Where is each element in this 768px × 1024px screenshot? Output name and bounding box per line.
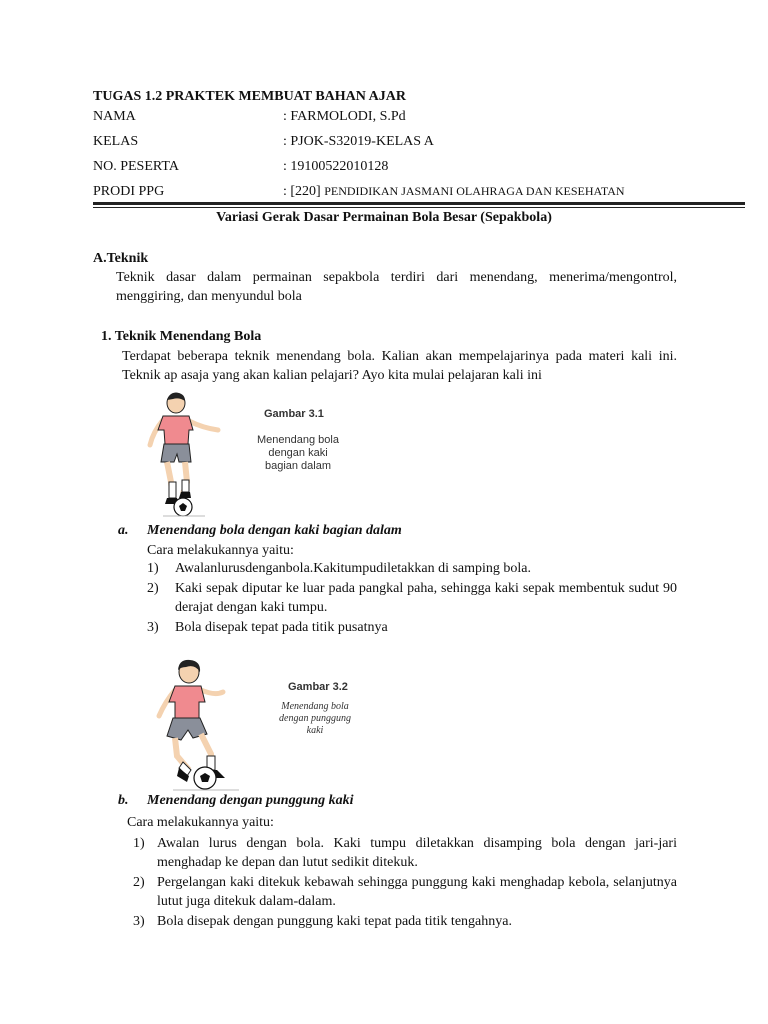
figure-1-illustration: [143, 390, 233, 520]
sub-b-intro: Cara melakukannya yaitu:: [127, 815, 274, 830]
field-label-kelas: KELAS: [93, 134, 139, 149]
field-value-prodi-text: PENDIDIKAN JASMANI OLAHRAGA DAN KESEHATAN: [324, 184, 625, 198]
sub-a-heading: Menendang bola dengan kaki bagian dalam: [147, 523, 402, 538]
field-label-no-peserta: NO. PESERTA: [93, 159, 179, 174]
sub-a-step-number: 1): [147, 561, 159, 576]
section-1-paragraph: Terdapat beberapa teknik menendang bola. Kalian akan mempelajarinya pada materi kali ini. Teknik ap asaja yang akan kalian pelajari? Ayo kita mulai pelajaran kali ini: [122, 349, 677, 383]
sub-a-step-text: Awalanlurusdenganbola.Kakitumpudiletakkan di samping bola.: [175, 561, 532, 576]
sub-b-step-number: 2): [133, 875, 145, 890]
section-a-heading: A.Teknik: [93, 251, 149, 266]
figure-2-caption: Menendang bola dengan punggung kaki: [279, 701, 351, 736]
sub-b-step-text: Awalan lurus dengan bola. Kaki tumpu diletakkan disamping bola dengan jari-jari menghadap ke depan dan lutut sedikit ditekuk.: [157, 836, 677, 870]
header-rule-thick: [93, 202, 745, 205]
figure-2-title: Gambar 3.2: [288, 681, 348, 693]
sub-a-step-text: Kaki sepak diputar ke luar pada pangkal paha, sehingga kaki sepak membentuk sudut 90 derajat dengan kaki tumpu.: [175, 581, 677, 615]
field-value-prodi-prefix: : [220]: [283, 184, 325, 199]
sub-b-marker: b.: [118, 793, 129, 808]
field-value-no-peserta: : 19100522010128: [283, 159, 389, 174]
field-value-kelas: : PJOK-S32019-KELAS A: [283, 134, 434, 149]
sub-a-intro: Cara melakukannya yaitu:: [147, 543, 294, 558]
section-a-paragraph: Teknik dasar dalam permainan sepakbola terdiri dari menendang, menerima/mengontrol, menggiring, dan menyundul bola: [116, 270, 677, 304]
sub-b-step-number: 3): [133, 914, 145, 929]
player-inside-kick-icon: [143, 390, 233, 520]
player-instep-kick-icon: [153, 658, 243, 793]
figure-2-illustration: [153, 658, 243, 793]
sub-a-marker: a.: [118, 523, 129, 538]
sub-a-step-number: 3): [147, 620, 159, 635]
sub-b-step-text: Pergelangan kaki ditekuk kebawah sehingga punggung kaki menghadap kebola, selanjutnya lutut juga ditekuk dalam-dalam.: [157, 875, 677, 909]
field-value-nama: : FARMOLODI, S.Pd: [283, 109, 406, 124]
figure-1-title: Gambar 3.1: [264, 408, 324, 420]
field-value-prodi: [283, 182, 625, 201]
field-label-nama: NAMA: [93, 109, 136, 124]
section-1-heading: 1. Teknik Menendang Bola: [101, 329, 262, 344]
sub-b-heading: Menendang dengan punggung kaki: [147, 793, 354, 808]
sub-b-step-number: 1): [133, 836, 145, 851]
field-label-prodi: PRODI PPG: [93, 184, 165, 199]
sub-a-step-text: Bola disepak tepat pada titik pusatnya: [175, 620, 388, 635]
sub-a-step-number: 2): [147, 581, 159, 596]
figure-1-caption: Menendang bola dengan kaki bagian dalam: [257, 434, 339, 472]
doc-header-title: TUGAS 1.2 PRAKTEK MEMBUAT BAHAN AJAR: [93, 89, 406, 104]
document-title: Variasi Gerak Dasar Permainan Bola Besar (Sepakbola): [216, 210, 552, 225]
sub-b-step-text: Bola disepak dengan punggung kaki tepat pada titik tengahnya.: [157, 914, 512, 929]
